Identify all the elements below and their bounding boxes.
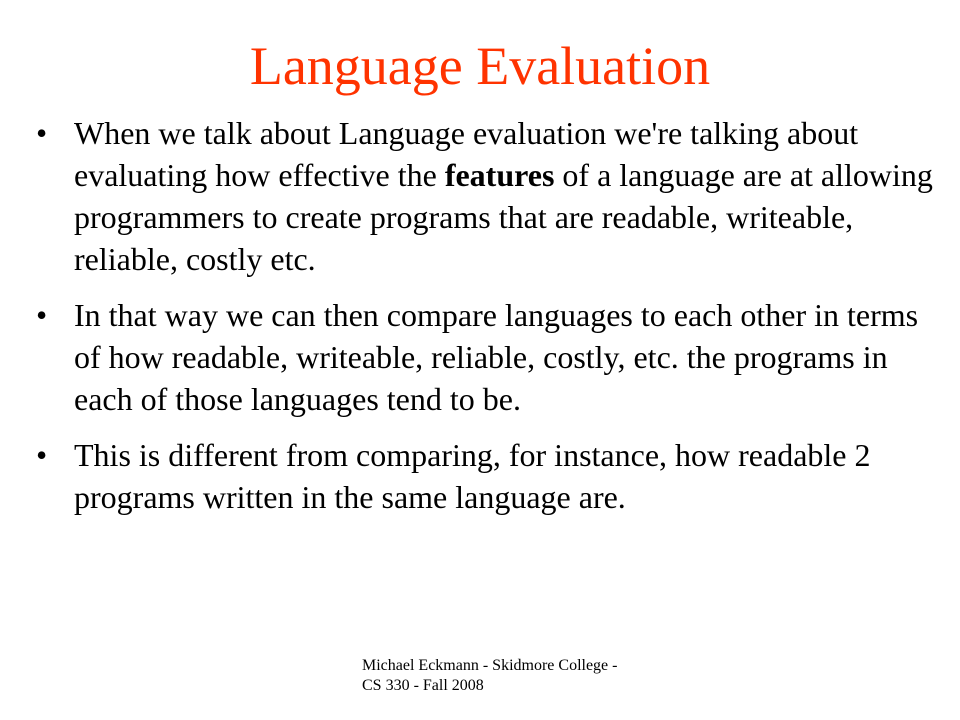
bullet-text-part: of a language are at allowing programmers to create programs that are readable, writeable, reliable, costly etc.	[74, 157, 933, 277]
bullet-bold-text: features	[444, 157, 555, 193]
bullet-item	[36, 434, 936, 518]
bullet-item	[36, 294, 936, 420]
bullet-marker: •	[36, 297, 48, 333]
bullet-text-part: In that way we can then compare languages to each other in terms of how readable, writeable, reliable, costly, etc. the programs in each of those languages tend to be.	[74, 297, 919, 417]
bullet-text-part: This is different from comparing, for instance, how readable 2 programs written in the same language are.	[74, 437, 871, 515]
slide-title: Language Evaluation	[249, 36, 711, 96]
bullet-list	[36, 112, 936, 532]
bullet-marker: •	[36, 115, 48, 151]
bullet-marker: •	[36, 437, 48, 473]
bullet-text-part: When we talk about Language evaluation we're talking about evaluating how effective the	[74, 115, 859, 193]
bullet-item	[36, 112, 936, 280]
slide-footer: Michael Eckmann - Skidmore College - CS 330 - Fall 2008	[362, 657, 618, 694]
